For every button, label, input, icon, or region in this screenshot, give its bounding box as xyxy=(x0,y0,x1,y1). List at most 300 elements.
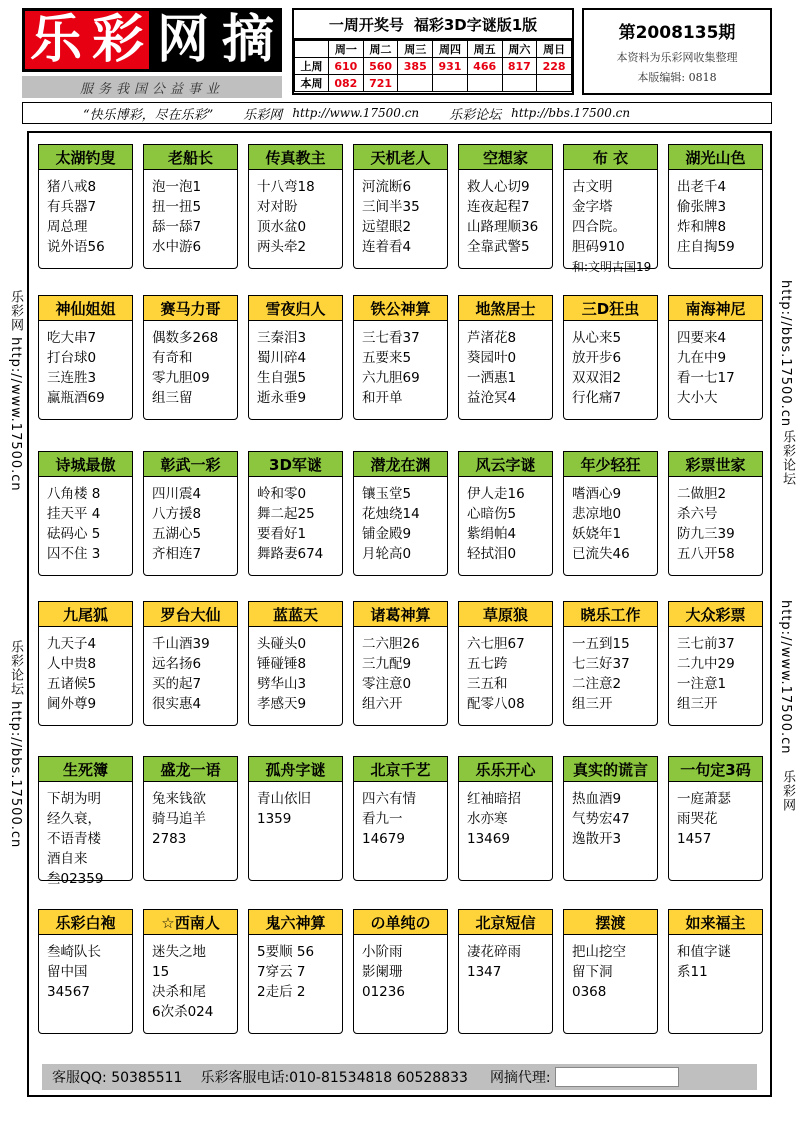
card-title: 北京千艺 xyxy=(353,756,448,782)
card-line: 二九中29 xyxy=(677,656,735,672)
logo-char-3: 网 xyxy=(149,8,217,72)
card-body xyxy=(677,942,763,982)
card-line: 水亦寒 xyxy=(467,811,508,827)
card-body xyxy=(47,634,133,714)
site-url-link[interactable]: http://www.17500.cn xyxy=(292,106,420,120)
card-body xyxy=(362,484,448,564)
card-body xyxy=(362,328,448,408)
riddle-card xyxy=(248,909,343,1034)
card-body xyxy=(257,177,343,257)
card-line: 下胡为明 xyxy=(47,791,101,807)
card-title: 空想家 xyxy=(458,144,553,170)
card-line: 一注意1 xyxy=(677,676,727,692)
draw-title-a: 一周开奖号 xyxy=(328,15,404,34)
card-line: 二六胆26 xyxy=(362,636,420,652)
card-body xyxy=(572,789,658,849)
riddle-card xyxy=(38,909,133,1034)
card-line: 舔一舔7 xyxy=(152,219,202,235)
card-body xyxy=(572,484,658,564)
card-line: 紫绢帕4 xyxy=(467,526,517,542)
issue-number: 第2008135期 xyxy=(618,23,736,43)
card-line: 胆码910 xyxy=(572,239,625,255)
card-body xyxy=(47,484,133,564)
card-line: 八角楼 8 xyxy=(47,486,101,502)
card-line: 舞路妻674 xyxy=(257,546,324,562)
side-right-bottom-url: http://www.17500.cn xyxy=(778,600,793,755)
card-body xyxy=(467,634,553,714)
card-line: 周总理 xyxy=(47,219,88,235)
card-line: 酒自来 xyxy=(47,851,88,867)
card-line: 雨哭花 xyxy=(677,811,718,827)
day-header: 周日 xyxy=(537,41,572,58)
draw-number: 721 xyxy=(363,75,398,92)
card-line: 孝感天9 xyxy=(257,696,307,712)
card-line: 三七前37 xyxy=(677,636,735,652)
card-body xyxy=(677,789,763,849)
card-line: 金字塔 xyxy=(572,199,613,215)
site-name: 乐彩网 xyxy=(243,107,283,123)
card-title: 北京短信 xyxy=(458,909,553,935)
card-line: 凄花碎雨 xyxy=(467,944,521,960)
card-line: 看一七17 xyxy=(677,370,735,386)
card-line: 悲凉地0 xyxy=(572,506,622,522)
card-body xyxy=(152,484,238,564)
card-line: 留下洞 xyxy=(572,964,613,980)
issue-source: 本资料为乐彩网收集整理 xyxy=(616,51,738,64)
card-line: 留中国 xyxy=(47,964,88,980)
card-line: 古文明 xyxy=(572,179,613,195)
day-header: 周四 xyxy=(433,41,468,58)
card-line: 和值字谜 xyxy=(677,944,731,960)
card-line: 14679 xyxy=(362,831,405,847)
draw-number xyxy=(433,75,468,92)
riddle-card xyxy=(143,144,238,269)
row-label: 本周 xyxy=(295,75,329,92)
card-line: 炸和牌8 xyxy=(677,219,727,235)
card-body xyxy=(152,942,238,1022)
riddle-card xyxy=(563,909,658,1034)
card-body xyxy=(467,789,553,849)
riddle-card xyxy=(668,451,763,576)
card-title: 三D狂虫 xyxy=(563,295,658,321)
card-title: 彩票世家 xyxy=(668,451,763,477)
side-left-top: 乐彩网 http://www.17500.cn xyxy=(8,290,23,492)
card-body xyxy=(47,789,133,889)
riddle-card xyxy=(563,601,658,726)
card-body xyxy=(467,942,553,982)
card-body xyxy=(257,942,343,1002)
card-title: 盛龙一语 xyxy=(143,756,238,782)
card-line: 组三留 xyxy=(152,390,193,406)
card-line: 一洒惠1 xyxy=(467,370,517,386)
card-line: 影阑珊 xyxy=(362,964,403,980)
card-title: 大众彩票 xyxy=(668,601,763,627)
card-line: 15 xyxy=(152,964,170,980)
riddle-card xyxy=(248,295,343,420)
card-line: 34567 xyxy=(47,984,90,1000)
draw-number: 560 xyxy=(363,58,398,75)
day-header: 周六 xyxy=(502,41,537,58)
card-line: 配零八08 xyxy=(467,696,525,712)
slogan: 服务我国公益事业 xyxy=(22,76,282,98)
riddle-card xyxy=(143,295,238,420)
last-week-row xyxy=(295,58,572,75)
card-title: 草原狼 xyxy=(458,601,553,627)
card-line: 四合院。 xyxy=(572,219,626,235)
card-line: 泡一泡1 xyxy=(152,179,202,195)
card-title: 老船长 xyxy=(143,144,238,170)
card-line: 六七胆67 xyxy=(467,636,525,652)
card-line: 从心来5 xyxy=(572,330,622,346)
card-line: 逸散开3 xyxy=(572,831,622,847)
card-line: 四川震4 xyxy=(152,486,202,502)
day-header: 周三 xyxy=(398,41,433,58)
card-line: 远望眼2 xyxy=(362,219,412,235)
card-line: 两头牵2 xyxy=(257,239,307,255)
draw-number: 466 xyxy=(467,58,502,75)
day-header: 周二 xyxy=(363,41,398,58)
card-title: 3D军谜 xyxy=(248,451,343,477)
card-line: 人中贵8 xyxy=(47,656,97,672)
side-right-mid: 乐彩论坛 xyxy=(780,430,795,486)
card-line: 5要顺 56 xyxy=(257,944,315,960)
card-body xyxy=(572,634,658,714)
riddle-card xyxy=(668,601,763,726)
card-title: 九尾狐 xyxy=(38,601,133,627)
riddle-card xyxy=(563,451,658,576)
card-line: 双双泪2 xyxy=(572,370,622,386)
day-header: 周五 xyxy=(467,41,502,58)
card-title: 晓乐工作 xyxy=(563,601,658,627)
card-line: 逝永垂9 xyxy=(257,390,307,406)
riddle-card xyxy=(458,909,553,1034)
card-line: 有奇和 xyxy=(152,350,193,366)
card-line: 13469 xyxy=(467,831,510,847)
card-title: 年少轻狂 xyxy=(563,451,658,477)
card-body xyxy=(257,634,343,714)
card-body xyxy=(257,328,343,408)
card-line: 四六有情 xyxy=(362,791,416,807)
riddle-card xyxy=(38,295,133,420)
card-line: 岭和零0 xyxy=(257,486,307,502)
card-body xyxy=(467,484,553,564)
side-right-top: http://bbs.17500.cn xyxy=(778,280,793,428)
card-line: 组三开 xyxy=(677,696,718,712)
draw-title-b: 福彩3D字谜版1版 xyxy=(413,15,538,34)
riddle-card xyxy=(38,144,133,269)
motto: “快乐博彩，尽在乐彩” xyxy=(83,107,214,123)
draw-number xyxy=(502,75,537,92)
card-line: 五湖心5 xyxy=(152,526,202,542)
riddle-card xyxy=(248,601,343,726)
logo-char-2: 彩 xyxy=(87,8,149,72)
card-line: 劈华山3 xyxy=(257,676,307,692)
card-title: 孤舟字谜 xyxy=(248,756,343,782)
riddle-card xyxy=(143,601,238,726)
card-line: 出老千4 xyxy=(677,179,727,195)
card-title: 南海神尼 xyxy=(668,295,763,321)
logo-char-4: 摘 xyxy=(217,8,282,72)
url-bar xyxy=(22,102,772,124)
draw-header-row xyxy=(295,41,572,58)
card-line: 妖娆年1 xyxy=(572,526,622,542)
card-line: 花烛绕14 xyxy=(362,506,420,522)
riddle-grid xyxy=(27,131,772,1097)
card-line: 热血酒9 xyxy=(572,791,622,807)
riddle-card xyxy=(353,756,448,881)
card-title: 风云字谜 xyxy=(458,451,553,477)
card-body xyxy=(572,942,658,1002)
card-line: 2783 xyxy=(152,831,187,847)
card-line: 三间半35 xyxy=(362,199,420,215)
card-line: 水中游6 xyxy=(152,239,202,255)
draw-number xyxy=(537,75,572,92)
card-line: 青山依旧 xyxy=(257,791,311,807)
card-line: 偷张牌3 xyxy=(677,199,727,215)
card-body xyxy=(257,789,343,829)
card-line: 五要来5 xyxy=(362,350,412,366)
riddle-card xyxy=(248,451,343,576)
logo-char-1: 乐 xyxy=(22,8,87,72)
riddle-card xyxy=(353,909,448,1034)
card-line: 头碰头0 xyxy=(257,636,307,652)
card-body xyxy=(362,177,448,257)
card-line: 二做胆2 xyxy=(677,486,727,502)
card-line: 系11 xyxy=(677,964,708,980)
card-body xyxy=(677,328,763,408)
card-line: 月轮高0 xyxy=(362,546,412,562)
card-body xyxy=(47,328,133,408)
card-line: 猪八戒8 xyxy=(47,179,97,195)
card-line: 兔来钱欲 xyxy=(152,791,206,807)
card-line: 放开步6 xyxy=(572,350,622,366)
card-line: 三五和 xyxy=(467,676,508,692)
card-line: 零九胆09 xyxy=(152,370,210,386)
card-line: 叁崎队长 xyxy=(47,944,101,960)
card-title: の单纯の xyxy=(353,909,448,935)
riddle-card xyxy=(458,451,553,576)
riddle-card xyxy=(353,144,448,269)
riddle-card xyxy=(353,295,448,420)
card-line: 心暗伤5 xyxy=(467,506,517,522)
card-line: 已流失46 xyxy=(572,546,630,562)
draw-number: 228 xyxy=(537,58,572,75)
card-line: 三七看37 xyxy=(362,330,420,346)
card-line: 6次杀024 xyxy=(152,1004,214,1020)
card-body xyxy=(152,634,238,714)
card-title: 潜龙在渊 xyxy=(353,451,448,477)
card-line: 和开单 xyxy=(362,390,403,406)
card-line: 决杀和尾 xyxy=(152,984,206,1000)
card-title: 诗城最傲 xyxy=(38,451,133,477)
riddle-card xyxy=(248,756,343,881)
card-line: 舞二起25 xyxy=(257,506,315,522)
card-line: 五七跨 xyxy=(467,656,508,672)
card-title: 赛马力哥 xyxy=(143,295,238,321)
card-line: 组六开 xyxy=(362,696,403,712)
card-line: 看九一 xyxy=(362,811,403,827)
card-line: 三九配9 xyxy=(362,656,412,672)
card-body xyxy=(47,177,133,257)
card-line: 有兵器7 xyxy=(47,199,97,215)
riddle-card xyxy=(563,295,658,420)
card-title: 雪夜归人 xyxy=(248,295,343,321)
card-title: 布 衣 xyxy=(563,144,658,170)
card-line: 连夜起程7 xyxy=(467,199,530,215)
card-line: 组三开 xyxy=(572,696,613,712)
card-line: 三秦泪3 xyxy=(257,330,307,346)
card-title: 彰武一彩 xyxy=(143,451,238,477)
draw-number xyxy=(398,75,433,92)
card-line: 三连胜3 xyxy=(47,370,97,386)
card-line: 蜀川碎4 xyxy=(257,350,307,366)
card-title: 铁公神算 xyxy=(353,295,448,321)
card-line: 二注意2 xyxy=(572,676,622,692)
card-body xyxy=(362,789,448,849)
card-body xyxy=(152,177,238,257)
card-body xyxy=(257,484,343,564)
riddle-card xyxy=(38,451,133,576)
card-body xyxy=(362,942,448,1002)
riddle-card xyxy=(248,144,343,269)
riddle-card xyxy=(353,451,448,576)
card-line: 一庭萧瑟 xyxy=(677,791,731,807)
card-line: 益沧冥4 xyxy=(467,390,517,406)
draw-number: 082 xyxy=(329,75,364,92)
draw-number xyxy=(467,75,502,92)
card-line: 锤碰锤8 xyxy=(257,656,307,672)
card-line: 行化痛7 xyxy=(572,390,622,406)
card-line: 齐相连7 xyxy=(152,546,202,562)
card-line: 1347 xyxy=(467,964,502,980)
card-line: 要看好1 xyxy=(257,526,307,542)
card-line: 连着看4 xyxy=(362,239,412,255)
card-line: 打台球0 xyxy=(47,350,97,366)
card-line: 七三好37 xyxy=(572,656,630,672)
card-line: 芦渚花8 xyxy=(467,330,517,346)
card-line: 救人心切9 xyxy=(467,179,530,195)
riddle-card xyxy=(143,909,238,1034)
footer-bar xyxy=(42,1064,757,1090)
card-line: 千山酒39 xyxy=(152,636,210,652)
forum-name: 乐彩论坛 xyxy=(449,107,502,123)
card-line: 九在中9 xyxy=(677,350,727,366)
riddle-card xyxy=(458,144,553,269)
issue-box xyxy=(582,8,772,95)
card-body xyxy=(467,328,553,408)
card-line: 说外语56 xyxy=(47,239,105,255)
card-line: 全靠武警5 xyxy=(467,239,530,255)
card-title: 摆渡 xyxy=(563,909,658,935)
side-left-bottom: 乐彩论坛 http://bbs.17500.cn xyxy=(8,640,23,849)
logo-block xyxy=(22,8,282,96)
draw-number: 610 xyxy=(329,58,364,75)
draw-number: 817 xyxy=(502,58,537,75)
riddle-card xyxy=(458,601,553,726)
card-line: 吃大串7 xyxy=(47,330,97,346)
card-line: 零注意0 xyxy=(362,676,412,692)
weekly-draw-results xyxy=(292,8,574,95)
card-line: 经久衰， xyxy=(47,811,101,827)
card-title: 如来福主 xyxy=(668,909,763,935)
card-line: 伊人走16 xyxy=(467,486,525,502)
card-line: 大小大 xyxy=(677,390,718,406)
card-title: 乐乐开心 xyxy=(458,756,553,782)
card-line: 不语青楼 xyxy=(47,831,101,847)
draw-table xyxy=(294,40,572,92)
card-line: 一五到15 xyxy=(572,636,630,652)
card-line: 买的起7 xyxy=(152,676,202,692)
card-title: 太湖钓叟 xyxy=(38,144,133,170)
card-title: 诸葛神算 xyxy=(353,601,448,627)
card-title: 传真教主 xyxy=(248,144,343,170)
card-body xyxy=(362,634,448,714)
card-line: 轻拭泪0 xyxy=(467,546,517,562)
card-line: 囚不住 3 xyxy=(47,546,101,562)
card-line: 阃外尊9 xyxy=(47,696,97,712)
card-line: 气势宏47 xyxy=(572,811,630,827)
riddle-card xyxy=(458,756,553,881)
card-line: 五八开58 xyxy=(677,546,735,562)
card-title: 鬼六神算 xyxy=(248,909,343,935)
day-header: 周一 xyxy=(329,41,364,58)
riddle-card xyxy=(668,756,763,881)
card-line: 小阶雨 xyxy=(362,944,403,960)
riddle-card xyxy=(143,756,238,881)
card-line: 生自强5 xyxy=(257,370,307,386)
card-line: 葵园叶0 xyxy=(467,350,517,366)
card-body xyxy=(572,328,658,408)
site-logo[interactable] xyxy=(22,8,282,72)
card-line: 挂天平 4 xyxy=(47,506,101,522)
card-line: 1359 xyxy=(257,811,292,827)
card-title: 乐彩白袍 xyxy=(38,909,133,935)
card-line: 很实惠4 xyxy=(152,696,202,712)
draw-number: 385 xyxy=(398,58,433,75)
riddle-card xyxy=(143,451,238,576)
card-body xyxy=(677,634,763,714)
card-line: 红袖暗招 xyxy=(467,791,521,807)
card-line: 四要来4 xyxy=(677,330,727,346)
agent-field xyxy=(555,1067,679,1087)
card-title: ☆西南人 xyxy=(143,909,238,935)
agent-label: 网摘代理: xyxy=(489,1070,551,1086)
card-line: 赢瓶酒69 xyxy=(47,390,105,406)
card-line: 对对盼 xyxy=(257,199,298,215)
card-body xyxy=(677,484,763,564)
card-line: 庄自掏59 xyxy=(677,239,735,255)
card-line: 偶数多268 xyxy=(152,330,219,346)
card-line: 镶玉堂5 xyxy=(362,486,412,502)
card-line: 0368 xyxy=(572,984,607,1000)
card-line: 2走后 2 xyxy=(257,984,306,1000)
card-line: 防九三39 xyxy=(677,526,735,542)
card-line: 叁02359 xyxy=(47,871,104,887)
forum-url-link[interactable]: http://bbs.17500.cn xyxy=(511,106,631,120)
card-title: 天机老人 xyxy=(353,144,448,170)
card-line: 嗜酒心9 xyxy=(572,486,622,502)
card-line: 远名扬6 xyxy=(152,656,202,672)
card-body xyxy=(152,789,238,849)
riddle-card xyxy=(563,756,658,881)
card-line: 扭一扭5 xyxy=(152,199,202,215)
riddle-card xyxy=(668,295,763,420)
card-line: 九天子4 xyxy=(47,636,97,652)
issue-editor: 本版编辑: 0818 xyxy=(637,71,717,84)
card-line: 十八弯18 xyxy=(257,179,315,195)
riddle-card xyxy=(38,756,133,887)
card-body xyxy=(677,177,763,257)
